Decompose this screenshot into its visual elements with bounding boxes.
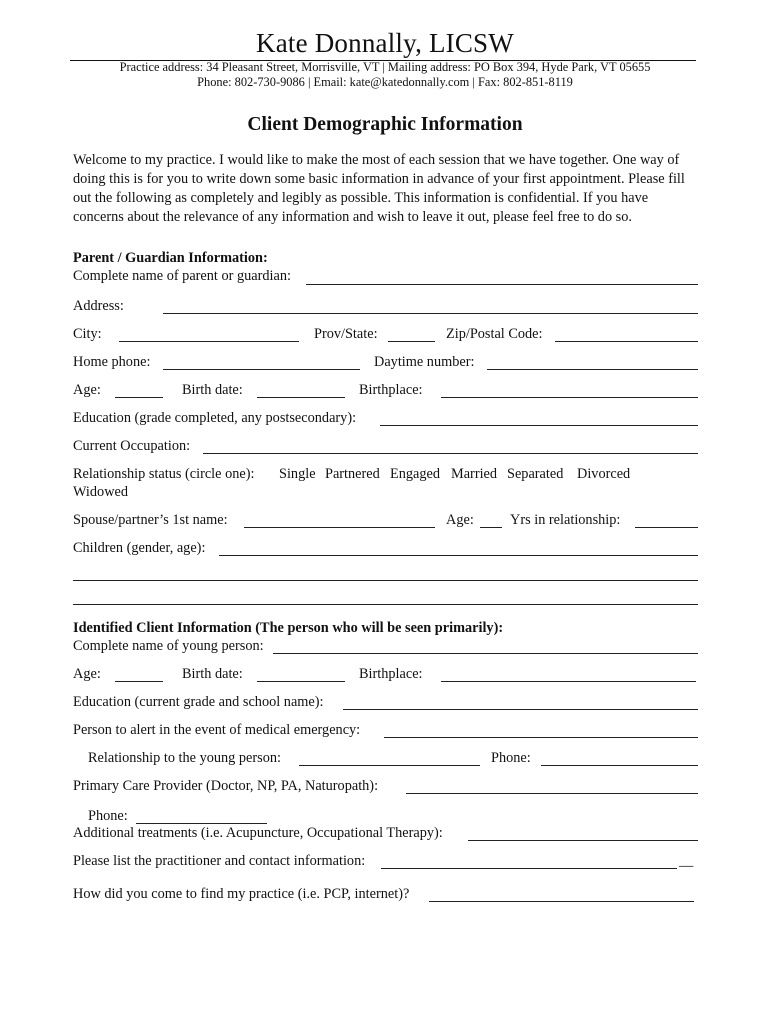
guardian-age-field[interactable] — [115, 397, 163, 398]
status-option-widowed[interactable]: Widowed — [73, 484, 129, 500]
guardian-occupation-field[interactable] — [203, 453, 698, 454]
pcp-phone-field[interactable] — [136, 823, 267, 824]
guardian-city-field[interactable] — [119, 341, 299, 342]
intro-paragraph: Welcome to my practice. I would like to make the most of each session that we have together. One way of doing this is for you to write down some basic information in advance of your first appointment. Please fill out the following as completely and legibly as possible. This information is confidential. If you have concerns about the relevance of any information and wish to leave it out, please feel free to do so. — [73, 152, 685, 225]
practitioner-field[interactable] — [381, 868, 677, 869]
client-heading: Identified Client Information (The person who will be seen primarily): — [73, 620, 504, 636]
guardian-address-field[interactable] — [163, 313, 698, 314]
client-age-label: Age: — [73, 666, 101, 682]
guardian-zip-label: Zip/Postal Code: — [446, 326, 543, 342]
guardian-occupation-label: Current Occupation: — [73, 438, 191, 454]
client-education-field[interactable] — [343, 709, 698, 710]
relationship-status-label: Relationship status (circle one): — [73, 466, 255, 482]
children-field-line-3[interactable] — [73, 604, 698, 605]
address-line: Practice address: 34 Pleasant Street, Morrisville, VT | Mailing address: PO Box 394, Hyde Park, VT 05655 — [119, 60, 651, 74]
status-option-separated[interactable]: Separated — [507, 466, 564, 482]
guardian-birthplace-label: Birthplace: — [359, 382, 423, 398]
pcp-phone-label: Phone: — [88, 808, 128, 824]
guardian-prov-label: Prov/State: — [314, 326, 378, 342]
years-relationship-label: Yrs in relationship: — [510, 512, 621, 528]
guardian-birth-field[interactable] — [257, 397, 345, 398]
guardian-prov-field[interactable] — [388, 341, 435, 342]
form-title: Client Demographic Information — [247, 114, 523, 135]
emergency-phone-label: Phone: — [491, 750, 531, 766]
spouse-age-label: Age: — [446, 512, 474, 528]
client-birthplace-label: Birthplace: — [359, 666, 423, 682]
guardian-city-label: City: — [73, 326, 102, 342]
emergency-relationship-label: Relationship to the young person: — [88, 750, 281, 766]
children-field[interactable] — [219, 555, 698, 556]
client-birth-field[interactable] — [257, 681, 345, 682]
guardian-name-label: Complete name of parent or guardian: — [73, 268, 291, 284]
practitioner-label: Please list the practitioner and contact information: — [73, 853, 366, 869]
years-relationship-field[interactable] — [635, 527, 698, 528]
client-birth-label: Birth date: — [182, 666, 243, 682]
client-age-field[interactable] — [115, 681, 163, 682]
guardian-home-phone-label: Home phone: — [73, 354, 151, 370]
practitioner-name: Kate Donnally, LICSW — [256, 28, 514, 58]
guardian-education-field[interactable] — [380, 425, 698, 426]
referral-field[interactable] — [429, 901, 694, 902]
guardian-zip-field[interactable] — [555, 341, 698, 342]
status-option-divorced[interactable]: Divorced — [577, 466, 631, 482]
guardian-daytime-field[interactable] — [487, 369, 698, 370]
spouse-age-field[interactable] — [480, 527, 502, 528]
guardian-heading: Parent / Guardian Information: — [73, 250, 268, 266]
spouse-name-field[interactable] — [244, 527, 435, 528]
status-option-engaged[interactable]: Engaged — [390, 466, 441, 482]
guardian-education-label: Education (grade completed, any postsecondary): — [73, 410, 357, 426]
referral-label: How did you come to find my practice (i.e. PCP, internet)? — [73, 886, 410, 902]
status-option-partnered[interactable]: Partnered — [325, 466, 380, 482]
guardian-home-phone-field[interactable] — [163, 369, 360, 370]
pcp-label: Primary Care Provider (Doctor, NP, PA, Naturopath): — [73, 778, 379, 794]
emergency-contact-label: Person to alert in the event of medical emergency: — [73, 722, 361, 738]
children-field-line-2[interactable] — [73, 580, 698, 581]
client-name-field[interactable] — [273, 653, 698, 654]
guardian-daytime-label: Daytime number: — [374, 354, 475, 370]
status-option-married[interactable]: Married — [451, 466, 498, 482]
treatments-field[interactable] — [468, 840, 698, 841]
spouse-name-label: Spouse/partner’s 1st name: — [73, 512, 228, 528]
emergency-phone-field[interactable] — [541, 765, 698, 766]
client-birthplace-field[interactable] — [441, 681, 696, 682]
practitioner-field-tail: __ — [679, 853, 694, 869]
contact-line: Phone: 802-730-9086 | Email: kate@katedonnally.com | Fax: 802-851-8119 — [197, 75, 573, 89]
client-education-label: Education (current grade and school name): — [73, 694, 324, 710]
emergency-relationship-field[interactable] — [299, 765, 480, 766]
pcp-field[interactable] — [406, 793, 698, 794]
client-name-label: Complete name of young person: — [73, 638, 264, 654]
guardian-age-label: Age: — [73, 382, 101, 398]
guardian-birth-label: Birth date: — [182, 382, 243, 398]
treatments-label: Additional treatments (i.e. Acupuncture, Occupational Therapy): — [73, 825, 443, 841]
status-option-single[interactable]: Single — [279, 466, 316, 482]
guardian-birthplace-field[interactable] — [441, 397, 698, 398]
guardian-name-field[interactable] — [306, 284, 698, 285]
guardian-address-label: Address: — [73, 298, 124, 314]
emergency-contact-field[interactable] — [384, 737, 698, 738]
children-label: Children (gender, age): — [73, 540, 206, 556]
